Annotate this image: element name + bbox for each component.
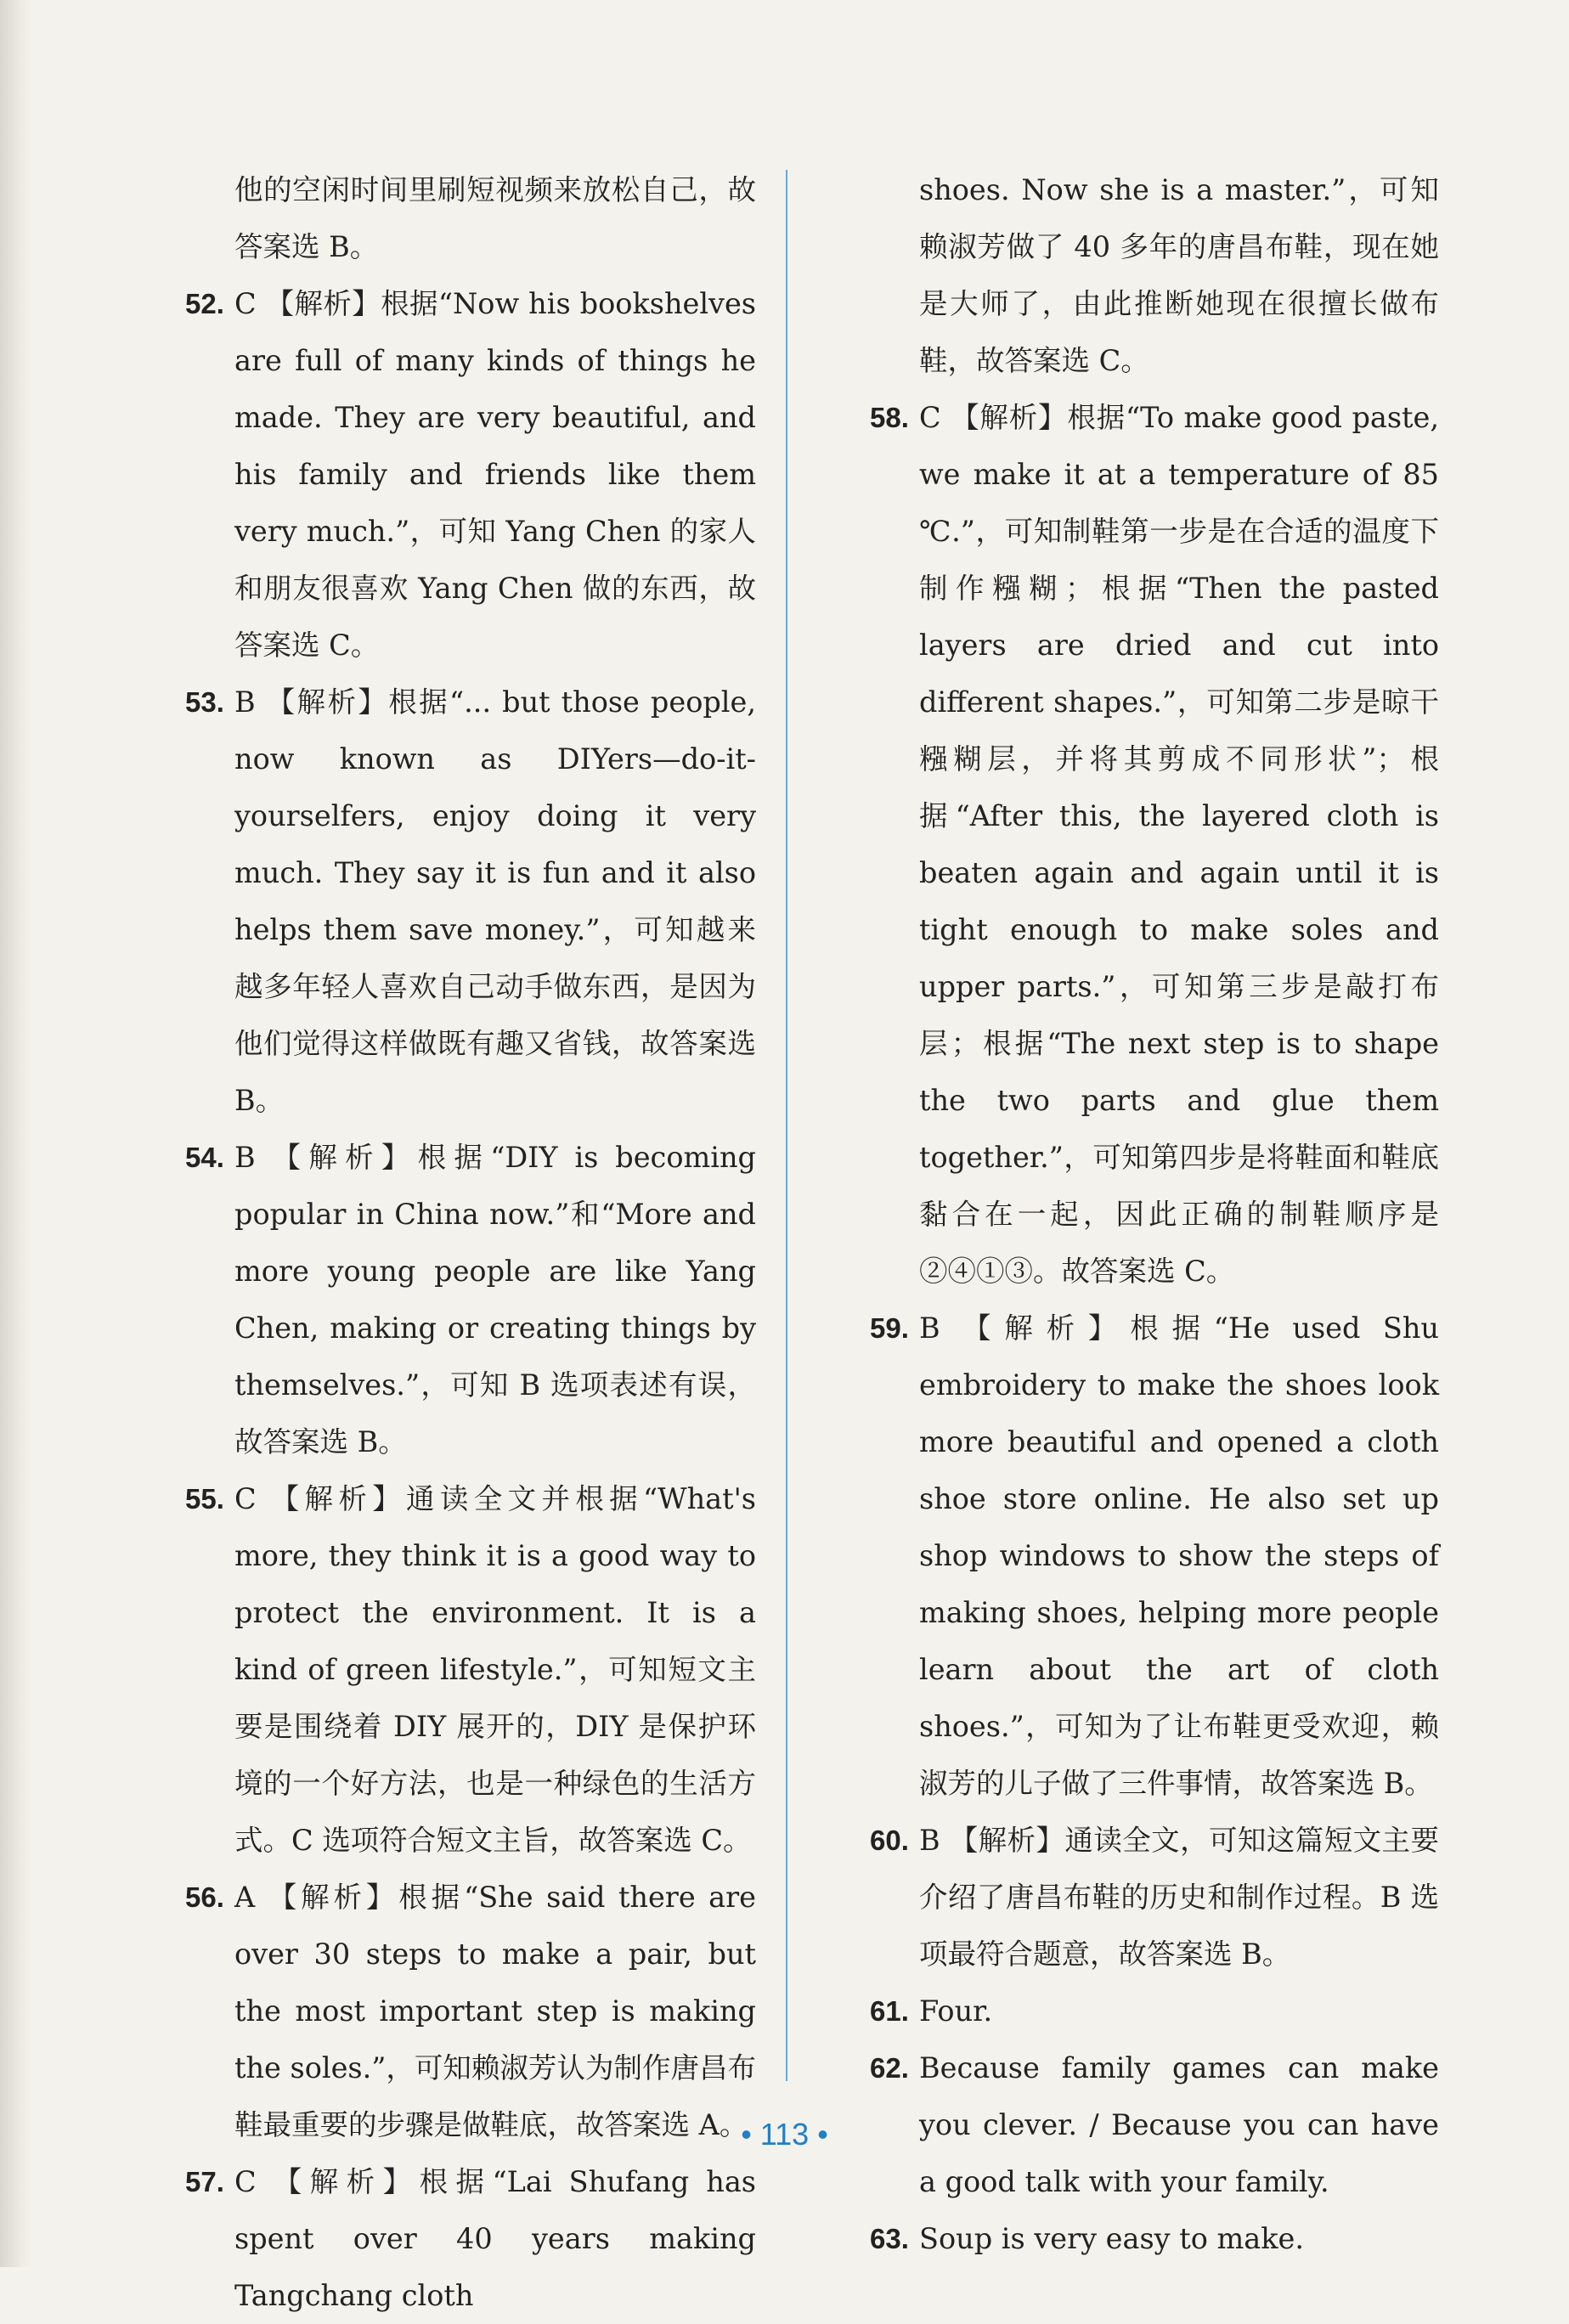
answer-item-54: [185, 1129, 756, 1470]
item-number: 62.: [870, 2052, 909, 2084]
item-text: B 【解析】通读全文，可知这篇短文主要介绍了唐昌布鞋的历史和制作过程。B 选项最符合题意，故答案选 B。: [919, 1824, 1439, 1971]
item-number: 57.: [185, 2166, 224, 2197]
page-binding-shadow: [0, 0, 32, 2267]
item-text: C 【解析】根据“To make good paste, we make it at a temperature of 85 ℃.”，可知制鞋第一步是在合适的温度下制作糨糊；根据“Then the pasted layers are dried and cut into different shapes.”，可知第二步是晾干糨糊层，并将其剪成不同形状”；根据“After this, the layered cloth is beaten again and again until it is tight enough to make soles and upper parts.”，可知第三步是敲打布层；根据“The next step is to shape the two parts and glue them together.”，可知第四步是将鞋面和鞋底黏合在一起，因此正确的制鞋顺序是②④①③。故答案选 C。: [919, 401, 1439, 1288]
item-number: 60.: [870, 1825, 909, 1856]
item-number: 55.: [185, 1483, 224, 1515]
item-number: 58.: [870, 402, 909, 433]
answer-item-59: [870, 1300, 1439, 1812]
answer-item-55: [185, 1470, 756, 1869]
item-number: 53.: [185, 686, 224, 718]
item-number: 61.: [870, 1995, 909, 2027]
column-divider: [786, 170, 787, 2081]
answer-item-53: [185, 674, 756, 1129]
item-number: 59.: [870, 1312, 909, 1344]
answer-item-52: [185, 275, 756, 674]
right-column: [870, 161, 1439, 2267]
item-text: C 【解析】通读全文并根据“What's more, they think it is a good way to protect the environment. It is a kind of green lifestyle.”，可知短文主要是围绕着 DIY 展开的，DIY 是保护环境的一个好方法，也是一种绿色的生活方式。C 选项符合短文主旨，故答案选 C。: [234, 1482, 756, 1857]
page-number: • 113 •: [741, 2117, 828, 2152]
answer-item-63: [870, 2210, 1439, 2267]
continued-text: 他的空闲时间里刷短视频来放松自己，故答案选 B。: [234, 173, 756, 263]
item-text: B 【解析】根据“DIY is becoming popular in China now.”和“More and more young people are like Yang Chen, making or creating things by themselves.”，可知 B 选项表述有误，故答案选 B。: [234, 1141, 756, 1458]
item-text: B 【解析】根据“... but those people, now known as DIYers—do-it-yourselfers, enjoy doing it very much. They say it is fun and it also helps them save money.”，可知越来越多年轻人喜欢自己动手做东西，是因为他们觉得这样做既有趣又省钱，故答案选 B。: [234, 685, 756, 1117]
item-number: 52.: [185, 288, 224, 319]
item-text: B 【解析】根据“He used Shu embroidery to make the shoes look more beautiful and opened a cloth shoe store online. He also set up shop windows to show the steps of making shoes, helping more people learn about the art of cloth shoes.”，可知为了让布鞋更受欢迎，赖淑芳的儿子做了三件事情，故答案选 B。: [919, 1311, 1439, 1800]
answer-item-56: [185, 1869, 756, 2153]
item-text: C 【解析】根据“Now his bookshelves are full of many kinds of things he made. They are very beautiful, and his family and friends like them very much.”，可知 Yang Chen 的家人和朋友很喜欢 Yang Chen 做的东西，故答案选 C。: [234, 287, 756, 662]
item-text: Because family games can make you clever. / Because you can have a good talk with your family.: [919, 2051, 1439, 2198]
continued-text: shoes. Now she is a master.”，可知赖淑芳做了 40 多年的唐昌布鞋，现在她是大师了，由此推断她现在很擅长做布鞋，故答案选 C。: [919, 173, 1439, 377]
item-text: Four.: [919, 1994, 993, 2028]
answer-item-57: [185, 2153, 756, 2324]
item-text: Soup is very easy to make.: [919, 2222, 1305, 2255]
answer-item-58: [870, 389, 1439, 1300]
item-text: A 【解析】根据“She said there are over 30 steps to make a pair, but the most important step is making the soles.”，可知赖淑芳认为制作唐昌布鞋最重要的步骤是做鞋底，故答案选 A。: [234, 1881, 756, 2141]
answer-item-61: [870, 1983, 1439, 2039]
item-number: 54.: [185, 1142, 224, 1173]
item-text: C 【解析】根据“Lai Shufang has spent over 40 years making Tangchang cloth: [234, 2165, 756, 2312]
answer-item-60: [870, 1812, 1439, 1983]
item-number: 56.: [185, 1881, 224, 1913]
item-number: 63.: [870, 2223, 909, 2254]
left-column: [185, 161, 756, 2324]
